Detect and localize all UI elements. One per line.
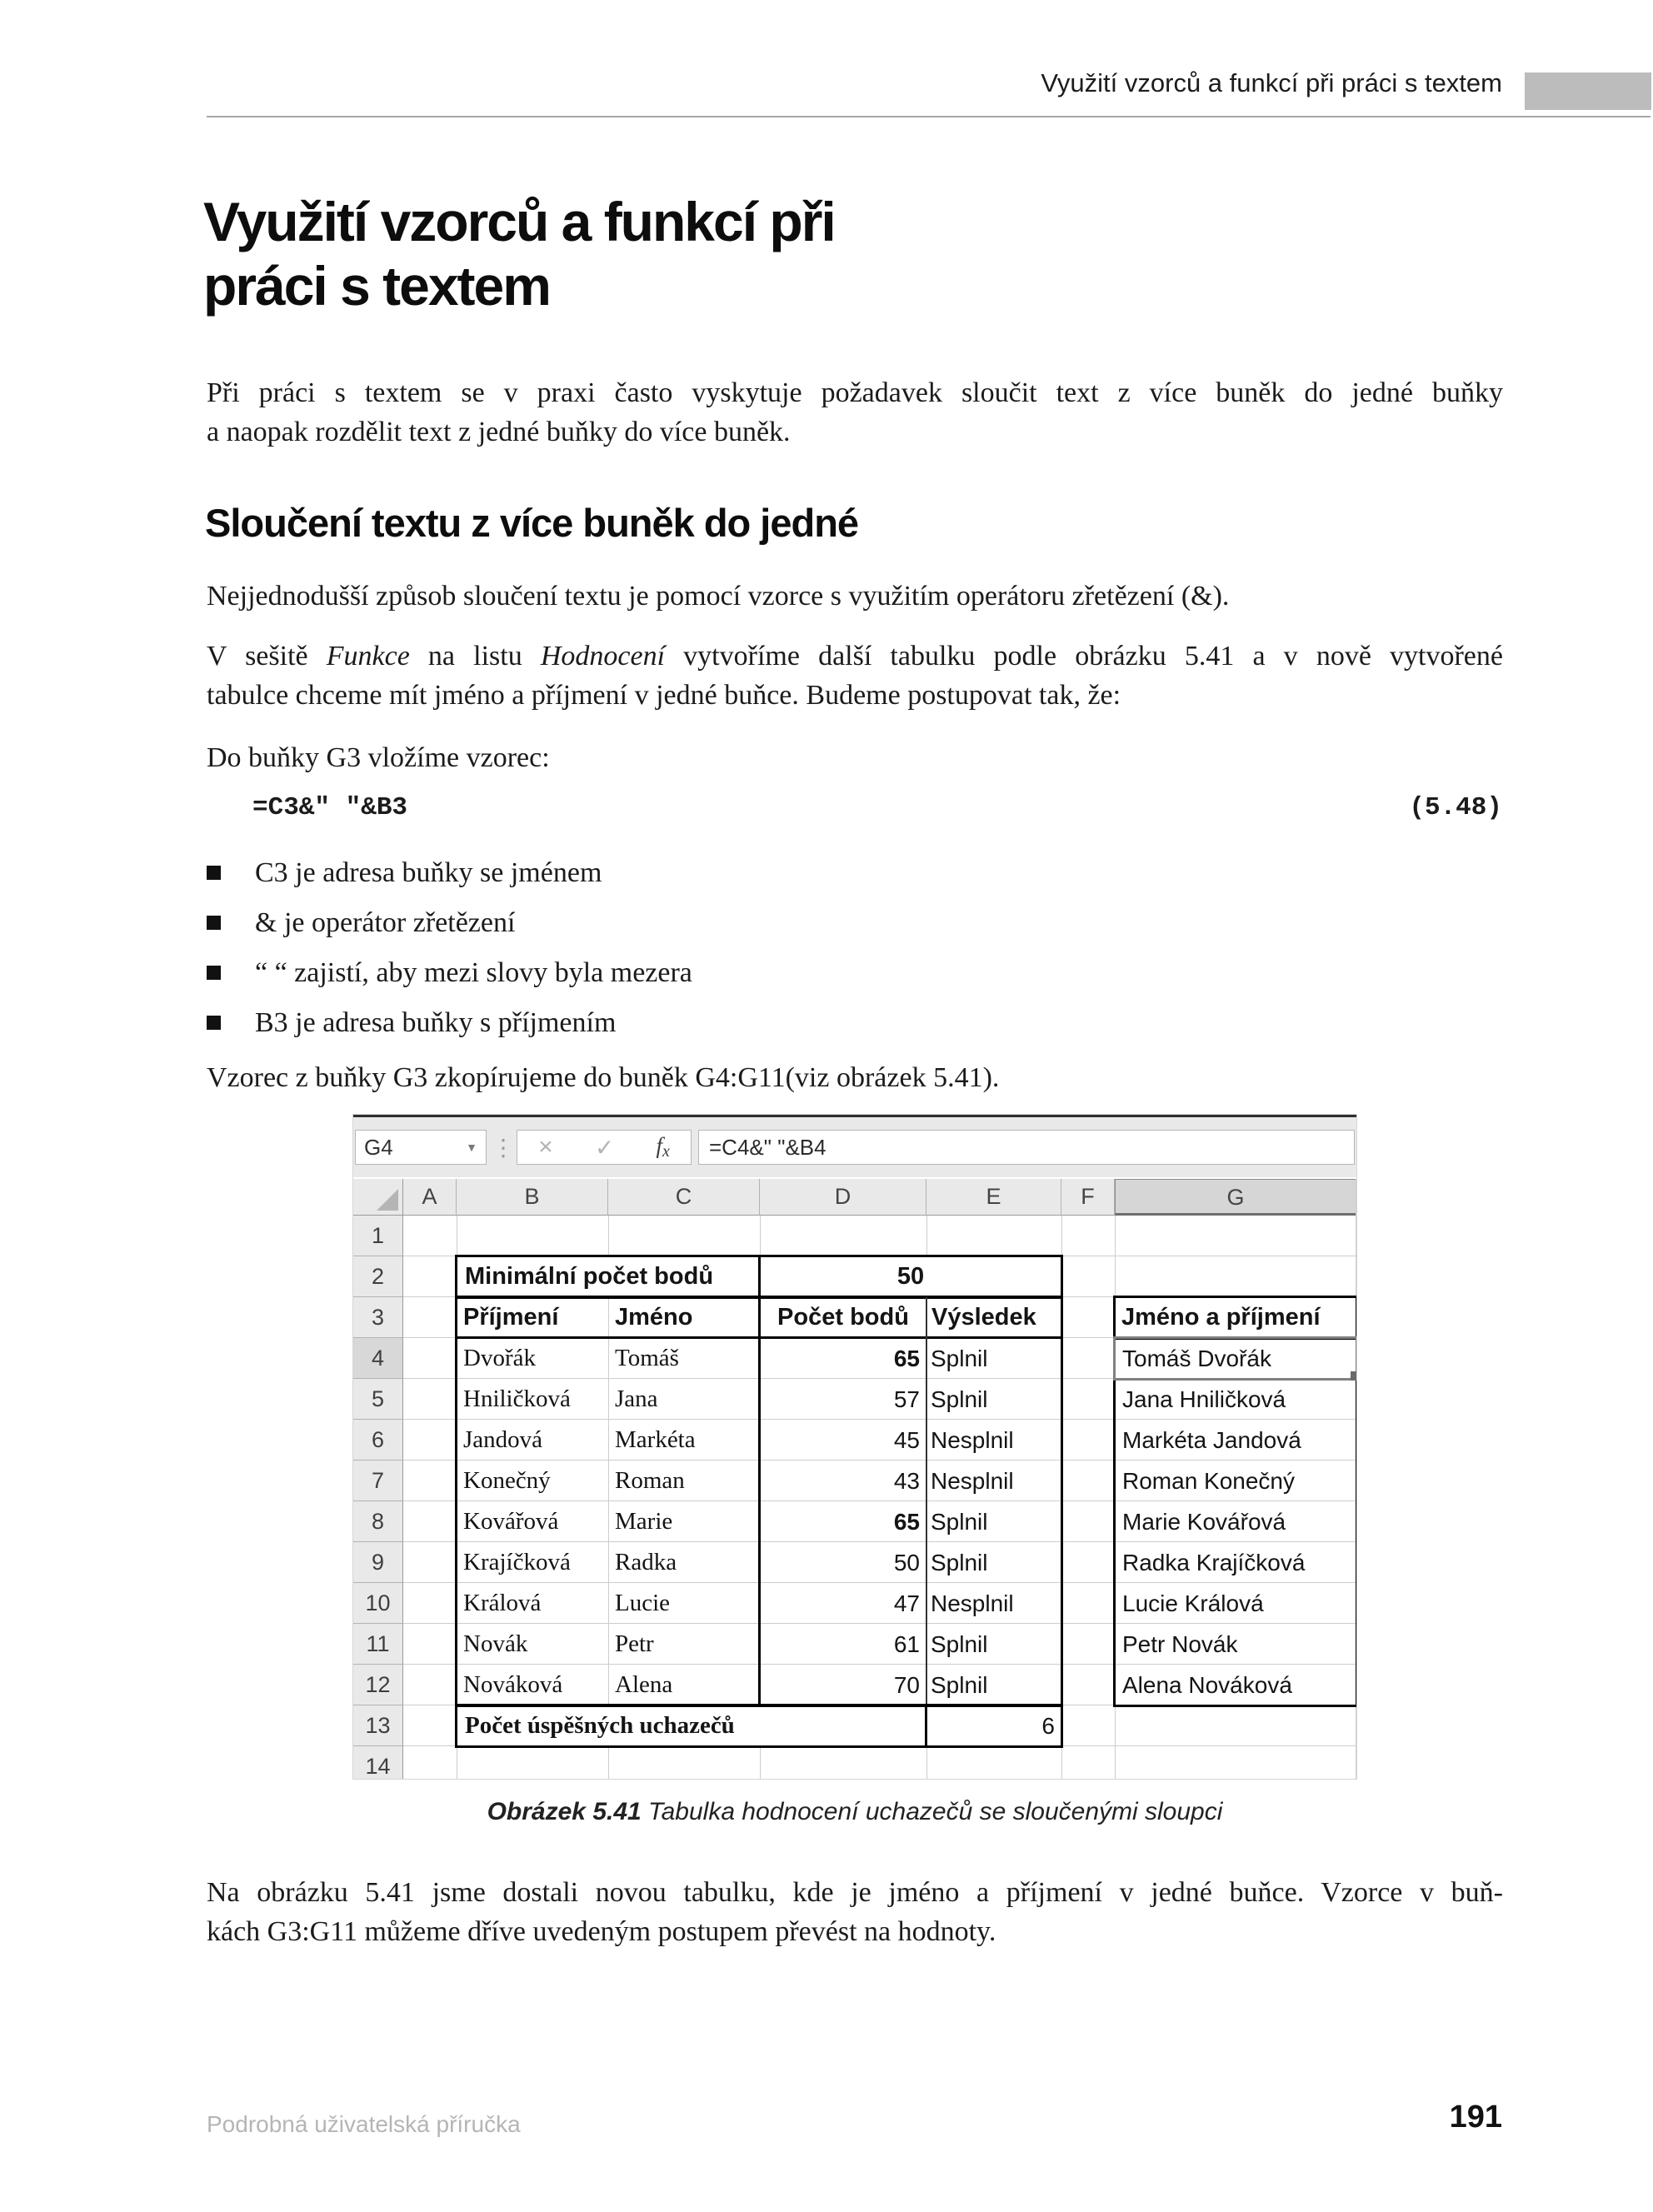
column-header-A: A (403, 1179, 457, 1216)
cell-B4: Dvořák (463, 1345, 536, 1371)
section-heading: Sloučení textu z více buněk do jedné (205, 501, 859, 545)
name-box (355, 1130, 487, 1165)
bullet-text: B3 je adresa buňky s příjmením (255, 1007, 617, 1038)
cell-G8: Marie Kovářová (1122, 1509, 1286, 1535)
cell-B9: Krajíčková (463, 1549, 571, 1575)
cell-E6: Nesplnil (931, 1427, 1014, 1453)
cell-C6: Markéta (615, 1426, 696, 1453)
paragraph-concat-operator: Nejjednodušší způsob sloučení textu je pomocí vzorce s využitím operátoru zřetězení (&). (207, 581, 1230, 612)
row-header-7: 7 (353, 1461, 403, 1501)
column-header-C: C (608, 1179, 760, 1216)
cell-G10: Lucie Králová (1122, 1590, 1264, 1616)
bullet-item (207, 855, 1503, 891)
formula-number: (5.48) (1409, 793, 1502, 822)
bullet-square-icon (207, 866, 221, 880)
page-title (203, 190, 835, 318)
cell-C11: Petr (615, 1630, 654, 1657)
outro-line2: kách G3:G11 můžeme dříve uvedeným postupem převést na hodnoty. (207, 1916, 996, 1947)
page-title-line1: Využití vzorců a funkcí při (203, 191, 835, 252)
caption-text: Tabulka hodnocení uchazečů se sloučenými sloupci (641, 1798, 1223, 1825)
cell-B13-summary-label: Počet úspěšných uchazečů (457, 1705, 926, 1746)
bullet-item (207, 905, 1503, 941)
cell-E4: Splnil (931, 1346, 988, 1371)
cell-B12: Nováková (463, 1671, 563, 1698)
cell-G7: Roman Konečný (1122, 1468, 1296, 1494)
selection-border-G4 (1113, 1336, 1356, 1381)
cell-C10: Lucie (615, 1590, 671, 1616)
cell-C5: Jana (615, 1386, 658, 1412)
cell-E8: Splnil (931, 1509, 988, 1535)
row-header-9: 9 (353, 1542, 403, 1583)
outro-paragraph (207, 1873, 1503, 1951)
paragraph-workbook-line1 (207, 637, 1503, 676)
cell-B2-minimal-label: Minimální počet bodů (457, 1256, 760, 1297)
cell-G3-header: Jméno a příjmení (1121, 1304, 1321, 1331)
cell-D8: 65 (893, 1509, 920, 1535)
figure-excel-screenshot (353, 1115, 1356, 1779)
cell-G4: Tomáš Dvořák (1122, 1346, 1271, 1371)
cell-D3-header: Počet bodů (777, 1304, 909, 1331)
intro-line1: Při práci s textem se v praxi často vyskytuje požadavek sloučit text z více buněk do jedné buňky (207, 377, 1503, 408)
cell-C4: Tomáš (615, 1345, 679, 1371)
cell-D4: 65 (893, 1346, 920, 1371)
cell-C8: Marie (615, 1508, 673, 1535)
cell-G5: Jana Hniličková (1122, 1386, 1286, 1412)
figure-caption (353, 1798, 1356, 1826)
text-segment: na listu (409, 641, 541, 672)
column-header-B: B (457, 1179, 608, 1216)
bullet-text: C3 je adresa buňky se jménem (255, 857, 602, 888)
cell-B8: Kovářová (463, 1508, 559, 1535)
border-v-D13-E13 (925, 1705, 927, 1746)
cell-D9: 50 (893, 1550, 920, 1575)
bullet-text: & je operátor zřetězení (255, 907, 516, 938)
formula-bar-input: =C4&" "&B4 (698, 1130, 1355, 1165)
cell-E11: Splnil (931, 1631, 988, 1657)
border-v-C-D (758, 1297, 761, 1705)
corner-triangle-icon (377, 1189, 398, 1211)
cancel-icon: × (538, 1133, 553, 1161)
cell-C3-header: Jméno (615, 1304, 693, 1331)
cell-B5: Hniličková (463, 1386, 571, 1412)
bullet-square-icon (207, 916, 221, 930)
cell-C9: Radka (615, 1549, 677, 1575)
paragraph-workbook (207, 637, 1503, 715)
border-box-G3 (1113, 1296, 1356, 1340)
insert-function-icon (656, 1133, 669, 1161)
row-header-6: 6 (353, 1420, 403, 1461)
page-title-line2: práci s textem (203, 255, 550, 317)
border-box-G4-G12 (1113, 1336, 1356, 1707)
border-v-C2-D2 (758, 1256, 761, 1297)
column-header-E: E (926, 1179, 1061, 1216)
cell-B11: Novák (463, 1630, 528, 1657)
row-header-4: 4 (353, 1338, 403, 1379)
cell-E9: Splnil (931, 1550, 988, 1575)
header-rule (207, 116, 1651, 117)
cell-G9: Radka Krajíčková (1122, 1550, 1306, 1575)
paragraph-insert-formula: Do buňky G3 vložíme vzorec: (207, 742, 550, 773)
cell-B3-header: Příjmení (463, 1304, 559, 1331)
row-header-13: 13 (353, 1705, 403, 1746)
cell-B7: Konečný (463, 1467, 551, 1494)
cell-E3-header: Výsledek (931, 1304, 1036, 1331)
row-header-2: 2 (353, 1256, 403, 1297)
row-header-3: 3 (353, 1297, 403, 1338)
caption-label: Obrázek 5.41 (487, 1798, 642, 1825)
cell-D10: 47 (893, 1590, 920, 1616)
formula-buttons (517, 1130, 692, 1165)
fx-x: x (662, 1142, 670, 1161)
bullet-item (207, 955, 1503, 991)
intro-paragraph (207, 373, 1503, 452)
intro-line2: a naopak rozdělit text z jedné buňky do více buněk. (207, 417, 791, 447)
excel-formula-toolbar (353, 1117, 1356, 1177)
cell-E13-summary-value: 6 (1041, 1713, 1055, 1739)
bullet-item (207, 1005, 1503, 1041)
cell-C7: Roman (615, 1467, 685, 1494)
enter-icon: ✓ (594, 1134, 615, 1161)
cell-E5: Splnil (931, 1386, 988, 1412)
cell-G11: Petr Novák (1122, 1631, 1238, 1657)
row-header-10: 10 (353, 1583, 403, 1624)
cell-E7: Nesplnil (931, 1468, 1014, 1494)
bullet-square-icon (207, 1016, 221, 1030)
toolbar-separator-icon: ⋮ (492, 1134, 515, 1161)
cell-D11: 61 (893, 1631, 920, 1657)
name-box-value: G4 (364, 1134, 393, 1160)
row-header-8: 8 (353, 1501, 403, 1542)
column-header-G: G (1115, 1179, 1356, 1216)
formula-code: =C3&" "&B3 (252, 793, 408, 822)
chapter-header: Využití vzorců a funkcí při práci s textem (1041, 68, 1502, 97)
row-header-5: 5 (353, 1379, 403, 1420)
bullet-text: “ “ zajistí, aby mezi slovy byla mezera (255, 957, 692, 988)
name-box-caret-icon: ▼ (466, 1141, 477, 1154)
row-header-1: 1 (353, 1216, 403, 1256)
column-header-D: D (760, 1179, 926, 1216)
workbook-name: Funkce (326, 641, 410, 672)
cell-G12: Alena Nováková (1122, 1672, 1292, 1698)
bullet-square-icon (207, 966, 221, 980)
outro-line1: Na obrázku 5.41 jsme dostali novou tabulku, kde je jméno a příjmení v jedné buňce. Vzorce v buň- (207, 1877, 1503, 1908)
text-segment: vytvoříme další tabulku podle obrázku 5.41 a v nově vytvořené (665, 641, 1503, 672)
cell-E10: Nesplnil (931, 1590, 1014, 1616)
row-header-11: 11 (353, 1624, 403, 1665)
cell-D5: 57 (893, 1386, 920, 1412)
row-header-12: 12 (353, 1665, 403, 1705)
sheet-name: Hodnocení (540, 641, 666, 672)
footer-note: Podrobná uživatelská příručka (207, 2111, 521, 2137)
cell-B10: Králová (463, 1590, 542, 1616)
select-all-corner (353, 1179, 403, 1216)
row-header-14: 14 (353, 1746, 403, 1779)
border-box-B13-E13 (455, 1704, 1063, 1748)
column-header-F: F (1061, 1179, 1115, 1216)
cell-G6: Markéta Jandová (1122, 1427, 1301, 1453)
page-number: 191 (1449, 2100, 1502, 2135)
cell-D2-minimal-value: 50 (760, 1256, 1061, 1297)
cell-D12: 70 (893, 1672, 920, 1698)
fill-handle (1351, 1371, 1356, 1381)
cell-B6: Jandová (463, 1426, 543, 1453)
text-segment: V sešitě (207, 641, 327, 672)
cell-D6: 45 (893, 1427, 920, 1453)
header-accent-block (1525, 72, 1651, 110)
fx-f: f (656, 1133, 662, 1158)
paragraph-copy-formula: Vzorec z buňky G3 zkopírujeme do buněk G4:G11(viz obrázek 5.41). (207, 1062, 1000, 1093)
paragraph-workbook-line2: tabulce chceme mít jméno a příjmení v jedné buňce. Budeme postupovat tak, že: (207, 680, 1121, 711)
cell-E12: Splnil (931, 1672, 988, 1698)
cell-D7: 43 (893, 1468, 920, 1494)
border-v-D-E (926, 1297, 927, 1705)
cell-C12: Alena (615, 1671, 673, 1698)
